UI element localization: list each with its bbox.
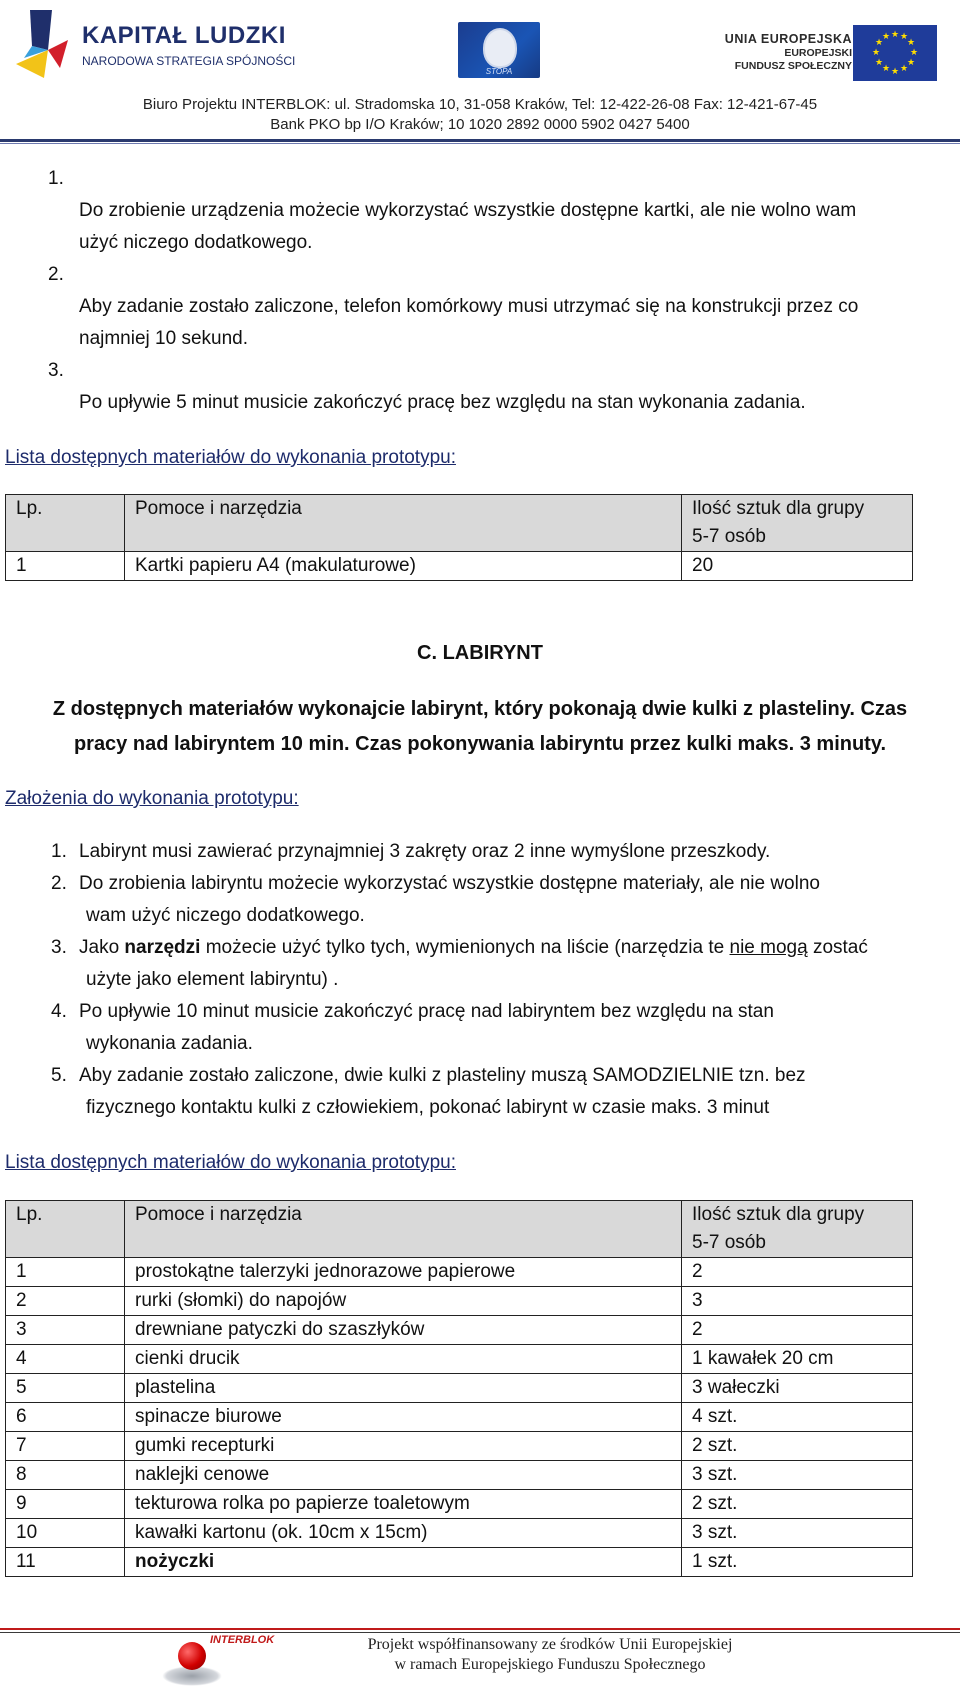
item-text: Aby zadanie zostało zaliczone, telefon komórkowy musi utrzymać się na konstrukcji przez co [79, 296, 859, 317]
cell-name: nożyczki [125, 1548, 682, 1577]
text-run: Jako [79, 937, 125, 958]
table-row [6, 1345, 913, 1374]
kapital-ludzki-logo [14, 6, 296, 86]
cell-qty: 3 [682, 1287, 913, 1316]
item-text: najmniej 10 sekund. [79, 328, 248, 349]
item-number: 5. [51, 1065, 67, 1086]
cell-lp: 4 [6, 1345, 125, 1374]
text-run: zostać [807, 937, 868, 958]
header-tools: Pomoce i narzędzia [125, 1201, 682, 1258]
item-text: Po upływie 10 minut musicie zakończyć pracę nad labiryntem bez względu na stan [79, 1001, 774, 1022]
cell-name: prostokątne talerzyki jednorazowe papierowe [125, 1258, 682, 1287]
eu-text [725, 31, 852, 73]
header-qty-line2: 5-7 osób [692, 526, 766, 547]
item-number: 3. [48, 360, 64, 381]
eu-logo [724, 25, 940, 83]
item-number: 2. [48, 264, 64, 285]
cell-name: spinacze biurowe [125, 1403, 682, 1432]
cell-qty: 3 szt. [682, 1519, 913, 1548]
bank-line: Bank PKO bp I/O Kraków; 10 1020 2892 0000 5902 0427 5400 [270, 116, 690, 133]
cell-name: plastelina [125, 1374, 682, 1403]
item-text: fizycznego kontaktu kulki z człowiekiem, pokonać labirynt w czasie maks. 3 minut [86, 1097, 770, 1118]
cell-lp: 9 [6, 1490, 125, 1519]
header-tools: Pomoce i narzędzia [125, 495, 682, 552]
table-row [6, 1258, 913, 1287]
item-number: 1. [48, 168, 64, 189]
header-lp: Lp. [6, 1201, 125, 1258]
cell-qty: 3 szt. [682, 1461, 913, 1490]
item-text: Do zrobienie urządzenia możecie wykorzystać wszystkie dostępne kartki, ale nie wolno wam [79, 200, 857, 221]
eu-line-3: FUNDUSZ SPOŁECZNY [734, 60, 852, 72]
header-lp: Lp. [6, 495, 125, 552]
cell-qty: 1 szt. [682, 1548, 913, 1577]
portrait-caption: STOPA [485, 67, 513, 76]
item-text: Aby zadanie zostało zaliczone, dwie kulki z plasteliny muszą SAMODZIELNIE tzn. bez [79, 1065, 806, 1086]
cell-lp: 10 [6, 1519, 125, 1548]
item-text: wam użyć niczego dodatkowego. [86, 905, 365, 926]
table-row [6, 1548, 913, 1577]
intro-line: Z dostępnych materiałów wykonajcie labirynt, który pokonają dwie kulki z plasteliny. Czas [52, 698, 908, 720]
portrait-logo [458, 22, 540, 78]
header-qty-line1: Ilość sztuk dla grupy [692, 1204, 865, 1225]
table-header-row [6, 1201, 913, 1258]
header-qty-line2: 5-7 osób [692, 1232, 766, 1253]
item-number: 1. [51, 841, 67, 862]
item-number: 4. [51, 1001, 67, 1022]
materials-table [5, 494, 913, 581]
eu-flag-icon: ★ ★ ★ ★ ★ ★ ★ ★ ★ ★ ★ ★ [853, 25, 937, 81]
cell-lp: 2 [6, 1287, 125, 1316]
table-row [6, 1432, 913, 1461]
footer-line: w ramach Europejskiego Funduszu Społecznego [394, 1656, 706, 1673]
cell-name: Kartki papieru A4 (makulaturowe) [125, 552, 682, 581]
cell-lp: 8 [6, 1461, 125, 1490]
item-text: użyte jako element labiryntu) . [86, 969, 339, 990]
cell-qty: 2 szt. [682, 1432, 913, 1461]
item-text: wykonania zadania. [86, 1033, 253, 1054]
table-row [6, 1287, 913, 1316]
header-qty-line1: Ilość sztuk dla grupy [692, 498, 865, 519]
cell-qty: 2 [682, 1258, 913, 1287]
table-row [6, 1316, 913, 1345]
table-header-row [6, 495, 913, 552]
cell-name: drewniane patyczki do szaszłyków [125, 1316, 682, 1345]
footer-divider-thin [0, 1632, 960, 1633]
materials-list-title: Lista dostępnych materiałów do wykonania prototypu: [5, 447, 456, 468]
cell-lp: 11 [6, 1548, 125, 1577]
table-row [6, 1519, 913, 1548]
materials-table [5, 1200, 913, 1577]
cell-name: rurki (słomki) do napojów [125, 1287, 682, 1316]
underlined-word: nie mogą [729, 937, 808, 958]
item-text: Labirynt musi zawierać przynajmniej 3 zakręty oraz 2 inne wymyślone przeszkody. [79, 841, 771, 862]
header-divider-thin [0, 143, 960, 144]
materials-list-title: Lista dostępnych materiałów do wykonania prototypu: [5, 1152, 456, 1173]
item-text: użyć niczego dodatkowego. [79, 232, 313, 253]
table-row [6, 1403, 913, 1432]
cell-name: kawałki kartonu (ok. 10cm x 15cm) [125, 1519, 682, 1548]
cell-qty: 3 wałeczki [682, 1374, 913, 1403]
eu-line-1: UNIA EUROPEJSKA [724, 32, 852, 46]
cell-name: tekturowa rolka po papierze toaletowym [125, 1490, 682, 1519]
intro-line: pracy nad labiryntem 10 min. Czas pokonywania labiryntu przez kulki maks. 3 minuty. [73, 733, 887, 755]
item-text: Po upływie 5 minut musicie zakończyć pracę bez względu na stan wykonania zadania. [79, 392, 806, 413]
table-row [6, 552, 913, 581]
cell-name: naklejki cenowe [125, 1461, 682, 1490]
cell-lp: 5 [6, 1374, 125, 1403]
item-text [79, 932, 868, 964]
logo-subtitle: NARODOWA STRATEGIA SPÓJNOŚCI [82, 54, 296, 68]
cell-qty: 20 [682, 552, 913, 581]
cell-name: gumki recepturki [125, 1432, 682, 1461]
header-qty [682, 1201, 913, 1258]
table-row [6, 1374, 913, 1403]
item-text: Do zrobienia labiryntu możecie wykorzystać wszystkie dostępne materiały, ale nie wolno [79, 873, 820, 894]
cell-qty: 1 kawałek 20 cm [682, 1345, 913, 1374]
logo-name: INTERBLOK [210, 1634, 275, 1646]
cell-lp: 6 [6, 1403, 125, 1432]
portrait-icon [483, 28, 517, 68]
bold-word: narzędzi [124, 937, 201, 958]
header-divider [0, 139, 960, 142]
eu-line-2: EUROPEJSKI [784, 47, 852, 59]
cell-lp: 1 [6, 1258, 125, 1287]
assumptions-title: Założenia do wykonania prototypu: [5, 788, 299, 809]
footer-divider [0, 1628, 960, 1630]
item-number: 2. [51, 873, 67, 894]
cell-lp: 1 [6, 552, 125, 581]
cell-qty: 2 [682, 1316, 913, 1345]
text-run: możecie użyć tylko tych, wymienionych na liście (narzędzia te [200, 937, 730, 958]
kapital-ludzki-star-icon [14, 6, 82, 86]
cell-lp: 7 [6, 1432, 125, 1461]
address-line: Biuro Projektu INTERBLOK: ul. Stradomska 10, 31-058 Kraków, Tel: 12-422-26-08 Fax: 12-421-67-45 [142, 96, 818, 113]
cell-name: cienki drucik [125, 1345, 682, 1374]
logo-title: KAPITAŁ LUDZKI [82, 22, 286, 49]
table-row [6, 1461, 913, 1490]
header-qty [682, 495, 913, 552]
cell-lp: 3 [6, 1316, 125, 1345]
item-number: 3. [51, 937, 67, 958]
cell-qty: 4 szt. [682, 1403, 913, 1432]
red-ball-icon [178, 1642, 206, 1670]
cell-qty: 2 szt. [682, 1490, 913, 1519]
footer-line: Projekt współfinansowany ze środków Unii Europejskiej [367, 1636, 733, 1653]
table-row [6, 1490, 913, 1519]
section-title: C. LABIRYNT [417, 642, 543, 664]
